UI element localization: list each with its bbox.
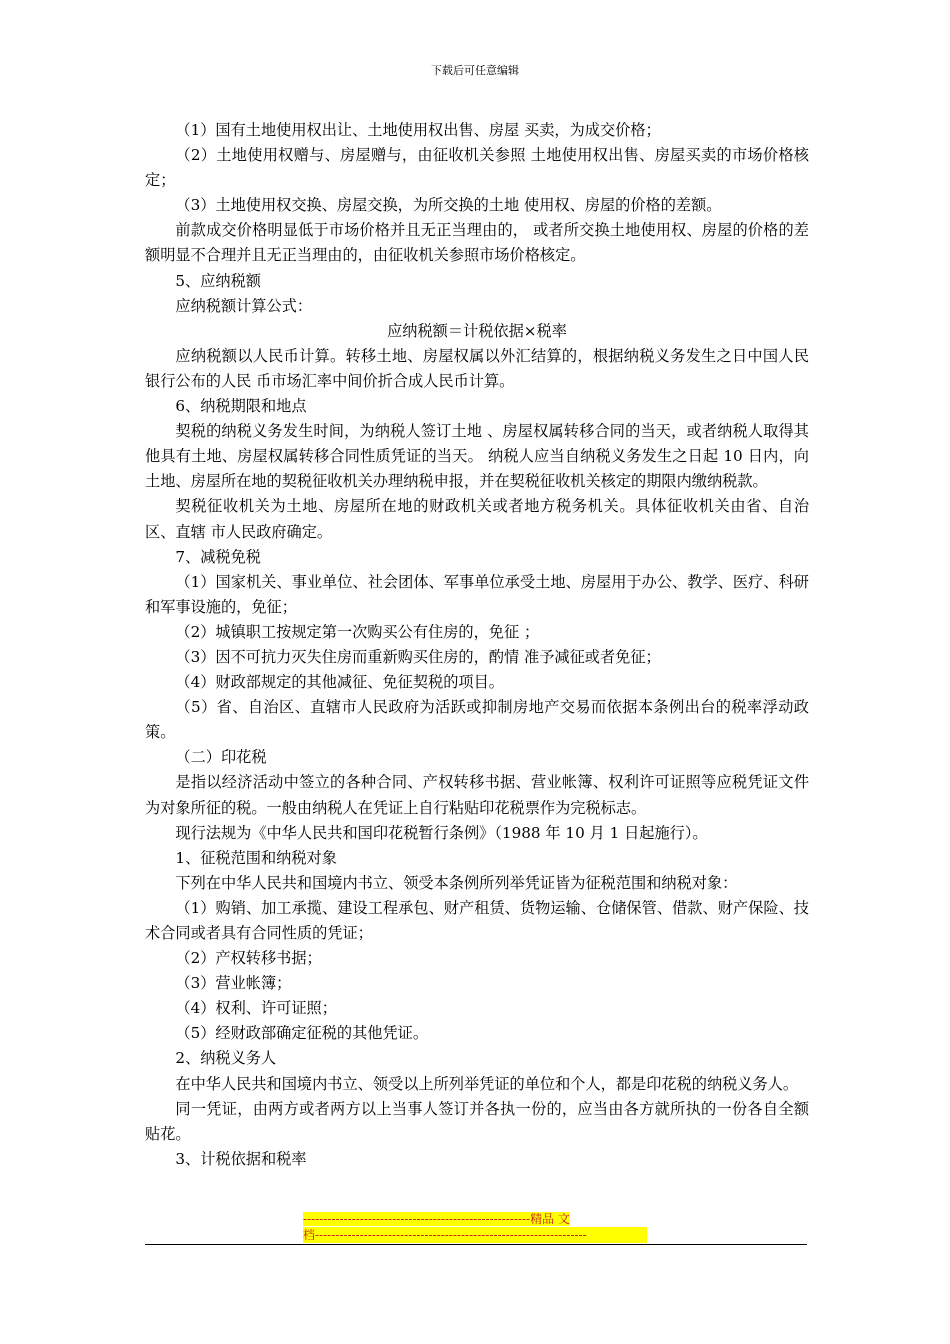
paragraph: 同一凭证，由两方或者两方以上当事人签订并各执一份的，应当由各方就所执的一份各自全额贴花。 <box>145 1099 809 1143</box>
section-heading: （二）印花税 <box>175 748 267 767</box>
paragraph: 现行法规为《中华人民共和国印花税暂行条例》（1988 年 10 月 1 日起施行）。 <box>175 823 708 842</box>
paragraph: （5）经财政部确定征税的其他凭证。 <box>175 1024 429 1043</box>
paragraph: 在中华人民共和国境内书立、领受以上所列举凭证的单位和个人，都是印花税的纳税义务人。 <box>175 1074 799 1093</box>
page-header: 下载后可任意编辑 <box>431 64 519 77</box>
section-heading: 5、应纳税额 <box>175 271 261 290</box>
formula: 应纳税额＝计税依据×税率 <box>387 321 567 340</box>
section-heading: 7、减税免税 <box>175 547 261 566</box>
section-heading: 2、纳税义务人 <box>175 1049 277 1068</box>
footer-line-1: --------------------------------------------------------精品 文 <box>303 1212 570 1226</box>
section-heading: 3、计税依据和税率 <box>175 1149 307 1168</box>
paragraph: （2）城镇职工按规定第一次购买公有住房的，免征 ； <box>175 622 540 641</box>
paragraph: （4）权利、许可证照； <box>175 999 337 1018</box>
paragraph: 应纳税额以人民币计算。转移土地、房屋权属以外汇结算的，根据纳税义务发生之日中国人民银行公布的人民 币市场汇率中间价折合成人民币计算。 <box>145 346 809 390</box>
paragraph: （1）购销、加工承揽、建设工程承包、财产租赁、货物运输、仓储保管、借款、财产保险、技术合同或者具有合同性质的凭证； <box>145 898 809 942</box>
paragraph: （2）土地使用权赠与、房屋赠与，由征收机关参照 土地使用权出售、房屋买卖的市场价格核定； <box>145 146 809 190</box>
footer-line-2: 档------------------------------------------------------------------- <box>303 1227 647 1243</box>
paragraph: 下列在中华人民共和国境内书立、领受本条例所列举凭证皆为征税范围和纳税对象： <box>175 873 738 892</box>
paragraph: （1）国有土地使用权出让、土地使用权出售、房屋 买卖，为成交价格； <box>175 121 661 139</box>
paragraph: （5）省、自治区、直辖市人民政府为活跃或抑制房地产交易而依据本条例出台的税率浮动政策。 <box>145 698 809 742</box>
paragraph: （3）营业帐簿； <box>175 974 292 993</box>
paragraph: （1）国家机关、事业单位、社会团体、军事单位承受土地、房屋用于办公、教学、医疗、科研和军事设施的，免征； <box>145 572 809 616</box>
paragraph: 应纳税额计算公式： <box>175 296 313 315</box>
paragraph: （4）财政部规定的其他减征、免征契税的项目。 <box>175 673 504 692</box>
paragraph: （2）产权转移书据； <box>175 949 322 968</box>
paragraph: 是指以经济活动中签立的各种合同、产权转移书据、营业帐簿、权利许可证照等应税凭证文件为对象所征的税。一般由纳税人在凭证上自行粘贴印花税票作为完税标志。 <box>145 773 809 817</box>
paragraph: 契税征收机关为土地、房屋所在地的财政机关或者地方税务机关。具体征收机关由省、自治区、直辖 市人民政府确定。 <box>145 497 809 541</box>
paragraph: 前款成交价格明显低于市场价格并且无正当理由的， 或者所交换土地使用权、房屋的价格的差额明显不合理并且无正当理由的，由征收机关参照市场价格核定。 <box>145 221 809 265</box>
section-heading: 1、征税范围和纳税对象 <box>175 848 337 867</box>
document-body <box>145 118 809 1172</box>
section-heading: 6、纳税期限和地点 <box>175 397 307 416</box>
paragraph: 契税的纳税义务发生时间，为纳税人签订土地 、房屋权属转移合同的当天，或者纳税人取得其他具有土地、房屋权属转移合同性质凭证的当天。 纳税人应当自纳税义务发生之日起 10 日内，向土地、房屋所在地的契税征收机关办理纳税申报，并在契税征收机关核定的期限内缴纳税款。 <box>145 422 809 491</box>
paragraph: （3）土地使用权交换、房屋交换，为所交换的土地 使用权、房屋的价格的差额。 <box>175 196 722 215</box>
footer-divider <box>145 1244 807 1245</box>
paragraph: （3）因不可抗力灭失住房而重新购买住房的，酌情 准予减征或者免征； <box>175 647 661 666</box>
footer-watermark <box>303 1211 647 1243</box>
